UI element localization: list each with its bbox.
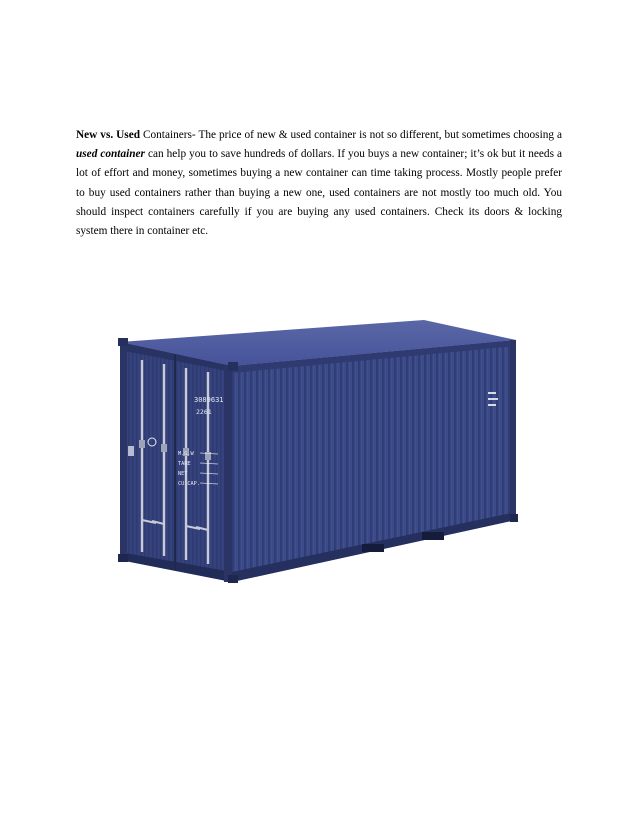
container-image: [112, 320, 522, 590]
emphasis-link-text: used container: [76, 148, 145, 161]
forklift-pocket: [362, 544, 384, 552]
forklift-pocket: [422, 532, 444, 540]
lead-heading: New vs. Used: [76, 129, 140, 141]
svg-text:NET: NET: [178, 471, 188, 477]
paragraph-text-2: can help you to save hundreds of dollars. If you buys a new container; it’s ok but it needs a lot of effort and money, sometimes buying a new container can time taking process. Mostly people prefer to buy used containers rather than buying a new one, used containers are not mostly too much old. You should inspect containers carefully if you are buying any used containers. Check its doors & locking system there in container etc.: [76, 148, 563, 238]
container-number-marking: 3089631: [194, 396, 224, 404]
svg-text:TARE: TARE: [178, 461, 191, 467]
svg-text:CU.CAP.: CU.CAP.: [178, 481, 200, 487]
svg-text:M.G.W: M.G.W: [178, 451, 194, 457]
body-paragraph: [76, 126, 562, 241]
shipping-container-illustration: [112, 320, 522, 590]
container-code-marking: 2261: [196, 408, 212, 416]
paragraph-text-1: Containers- The price of new & used container is not so different, but sometimes choosing a: [140, 129, 563, 141]
